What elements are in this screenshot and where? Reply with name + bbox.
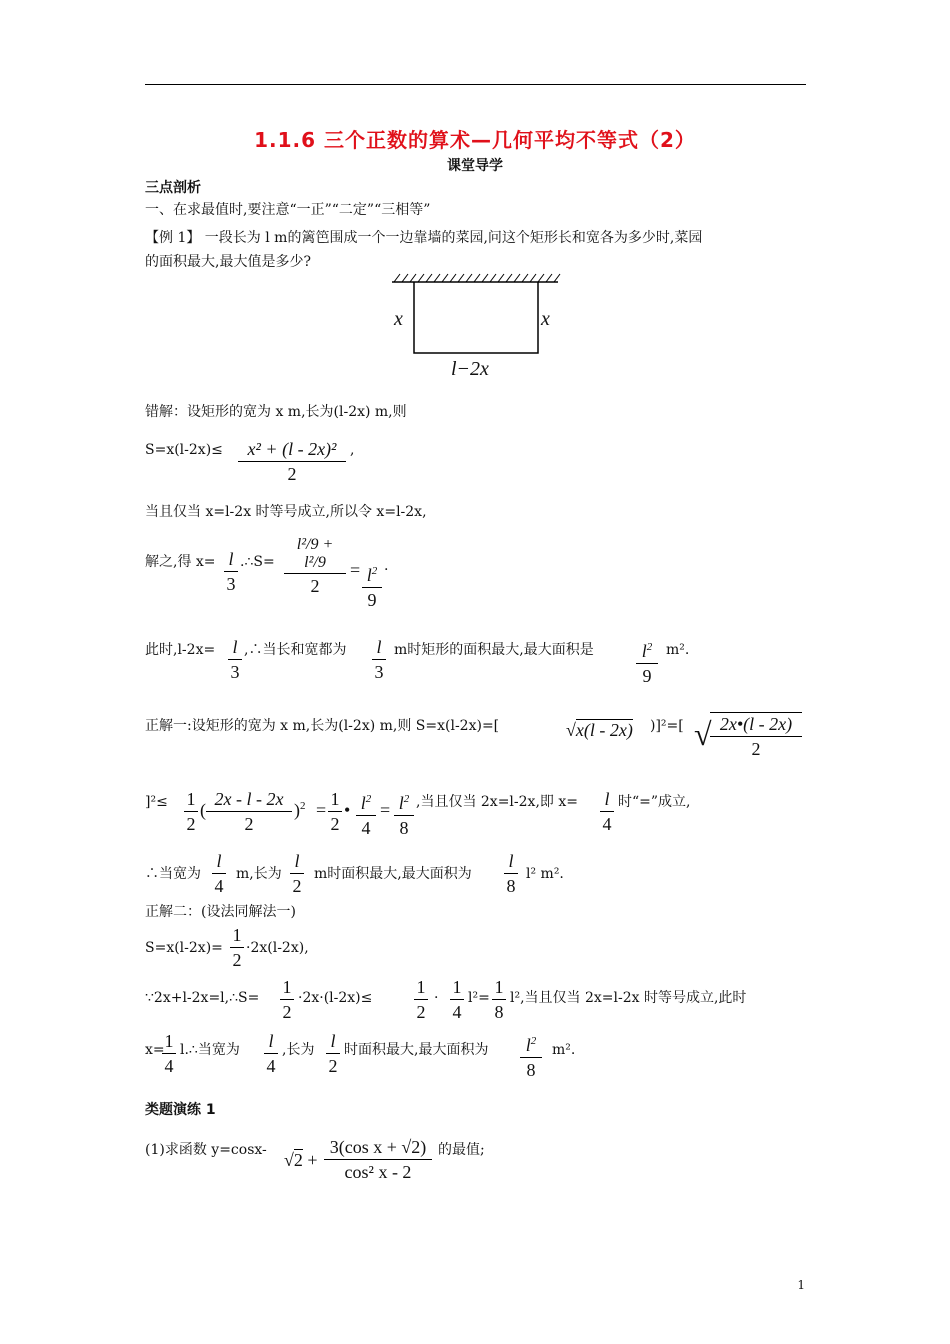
figure-bottom-label: l−2x xyxy=(451,358,489,380)
wrong-intro: 错解：设矩形的宽为 x m,长为(l-2x) m,则 xyxy=(145,404,407,420)
wrong-then-unit: m². xyxy=(666,642,690,658)
frac-l-3-c: l 3 xyxy=(372,636,386,683)
frac-l2-9-b: $l^2$ 9 xyxy=(636,636,658,687)
figure-right-label: x xyxy=(541,308,550,330)
header-rule xyxy=(145,84,806,85)
right2-s-prefix: S=x(l-2x)= xyxy=(145,940,223,956)
right2-because-l2: l²= xyxy=(468,990,490,1006)
exercise1-prefix: (1)求函数 y=cosx- xyxy=(145,1142,267,1158)
wrong-then-prefix: 此时,l-2x= xyxy=(145,642,216,658)
wrong-solve-mid: .∴S= xyxy=(240,554,275,570)
right2-x-mid1: l.∴当宽为 xyxy=(180,1042,240,1058)
right1-sqrt1: √x(l - 2x) xyxy=(566,720,633,740)
right2-because-mid: ·2x·(l-2x)≤ xyxy=(298,990,373,1006)
right1-line2-cond: ,当且仅当 2x=l-2x,即 x= xyxy=(416,794,578,810)
frac-compound: l²/9 + l²/9 2 xyxy=(284,536,346,597)
right2-because-tail: l²,当且仅当 2x=l-2x 时等号成立,此时 xyxy=(510,990,747,1006)
right1-line3-mid1: m,长为 xyxy=(236,866,282,882)
right1-inner-frac: 2x - l - 2x 2 xyxy=(206,788,292,835)
wrong-fraction-num: x² + (l - 2x)² xyxy=(247,439,337,459)
right1-line3-mid2: m时面积最大,最大面积为 xyxy=(314,866,472,882)
right2-x-prefix: x= xyxy=(145,1042,165,1058)
example1-line1: 【例 1】 一段长为 l m的篱笆围成一个一边靠墙的菜园,问这个矩形长和宽各为多少时,菜园 xyxy=(145,230,703,246)
right1-line3-tail: l² m². xyxy=(526,866,564,882)
right2-intro: 正解二：(设法同解法一) xyxy=(145,904,296,920)
wrong-fraction xyxy=(238,438,346,485)
point-one: 一、在求最值时,要注意“一正”“二定”“三相等” xyxy=(145,202,431,218)
exercise1-fraction: 3(cos x + √2) cos² x - 2 xyxy=(324,1136,432,1183)
wrong-s-prefix: S=x(l-2x)≤ xyxy=(145,442,223,458)
wrong-then-mid: ,∴当长和宽都为 xyxy=(244,642,347,658)
right1-line2-tail: 时“=”成立, xyxy=(618,794,691,810)
right1-line2-prefix: ]²≤ xyxy=(145,794,168,810)
wrong-fraction-den: 2 xyxy=(287,464,297,484)
section-heading-analysis: 三点剖析 xyxy=(145,180,201,196)
wrong-then-tail: m时矩形的面积最大,最大面积是 xyxy=(394,642,594,658)
wrong-solve-prefix: 解之,得 x= xyxy=(145,554,216,570)
page-subtitle: 课堂导学 xyxy=(447,158,503,174)
figure-left-label: x xyxy=(394,308,403,330)
frac-l2-9-a: $l^2$ 9 xyxy=(362,560,382,611)
example1-line2: 的面积最大,最大值是多少? xyxy=(145,254,311,270)
frac-l-3-b: l 3 xyxy=(228,636,242,683)
page-title: 1.1.6 三个正数的算术—几何平均不等式（2） xyxy=(254,128,696,152)
right2-x-unit: m². xyxy=(552,1042,576,1058)
wrong-comma: , xyxy=(350,442,355,458)
right1-close1: )]²=[ xyxy=(650,718,684,734)
right2-because-prefix: ∵2x+l-2x=l,∴S= xyxy=(145,990,260,1006)
wrong-condition: 当且仅当 x=l-2x 时等号成立,所以令 x=l-2x, xyxy=(145,504,427,520)
right2-because-dot: · xyxy=(434,990,439,1006)
right1-sqrt2: 2x•(l - 2x) 2 xyxy=(710,712,802,760)
exercise1-tail: 的最值; xyxy=(438,1142,485,1158)
right1-intro: 正解一:设矩形的宽为 x m,长为(l-2x) m,则 S=x(l-2x)=[ xyxy=(145,718,500,734)
page-number: 1 xyxy=(797,1278,805,1292)
section-heading-practice: 类题演练 1 xyxy=(145,1102,216,1118)
right2-x-mid3: 时面积最大,最大面积为 xyxy=(344,1042,489,1058)
frac-l-3-a: l 3 xyxy=(224,548,238,595)
right2-x-mid2: ,长为 xyxy=(282,1042,315,1058)
right2-s-tail: ·2x(l-2x), xyxy=(246,940,309,956)
right1-line3-prefix: ∴当宽为 xyxy=(145,866,201,882)
